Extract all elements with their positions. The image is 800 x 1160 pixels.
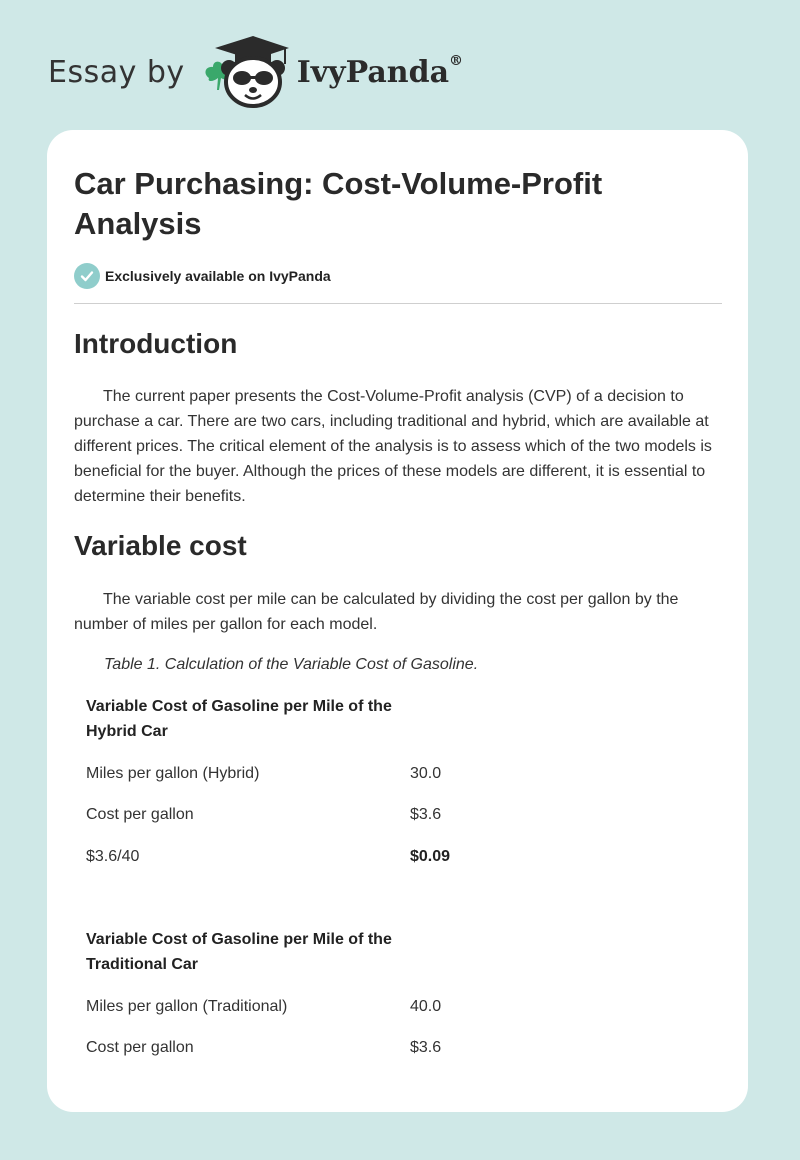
panda-logo-icon[interactable] xyxy=(201,34,291,110)
table-caption: Table 1. Calculation of the Variable Cost of Gasoline. xyxy=(104,656,479,673)
table-cell-value: 40.0 xyxy=(410,998,442,1015)
section-heading-introduction: Introduction xyxy=(74,328,238,359)
exclusive-badge xyxy=(74,263,331,289)
essay-card xyxy=(47,130,748,1112)
table-cell-label: Cost per gallon xyxy=(86,806,194,823)
table-cell-value: 30.0 xyxy=(410,765,442,782)
divider xyxy=(74,303,722,304)
table-header-traditional: Variable Cost of Gasoline per Mile of the Traditional Car xyxy=(86,931,392,973)
table-cell-label: $3.6/40 xyxy=(86,848,140,865)
exclusive-label: Exclusively available on IvyPanda xyxy=(105,268,331,284)
brand-name[interactable]: IvyPanda® xyxy=(296,52,464,90)
page-title: Car Purchasing: Cost-Volume-Profit Analysis xyxy=(74,166,603,241)
table-cell-value: $3.6 xyxy=(410,806,442,823)
variable-cost-paragraph: The variable cost per mile can be calculated by dividing the cost per gallon by the number of miles per gallon for each model. xyxy=(74,591,679,633)
essay-by-label: Essay by xyxy=(48,54,185,90)
table-cell-label: Miles per gallon (Hybrid) xyxy=(86,765,260,782)
site-header xyxy=(48,34,568,110)
check-icon xyxy=(74,263,100,289)
section-heading-variable-cost: Variable cost xyxy=(74,530,247,561)
introduction-paragraph: The current paper presents the Cost-Volume-Profit analysis (CVP) of a decision to purchase a car. There are two cars, including traditional and hybrid, which are available at different prices. The critical element of the analysis is to assess which of the two models is beneficial for the buyer. Although the prices of these models are different, it is essential to determine their benefits. xyxy=(74,388,712,505)
table-cell-label: Miles per gallon (Traditional) xyxy=(86,998,288,1015)
table-cell-value: $3.6 xyxy=(410,1039,442,1056)
table-cell-result: $0.09 xyxy=(410,848,451,865)
table-header-hybrid: Variable Cost of Gasoline per Mile of the Hybrid Car xyxy=(86,698,392,740)
table-cell-label: Cost per gallon xyxy=(86,1039,194,1056)
